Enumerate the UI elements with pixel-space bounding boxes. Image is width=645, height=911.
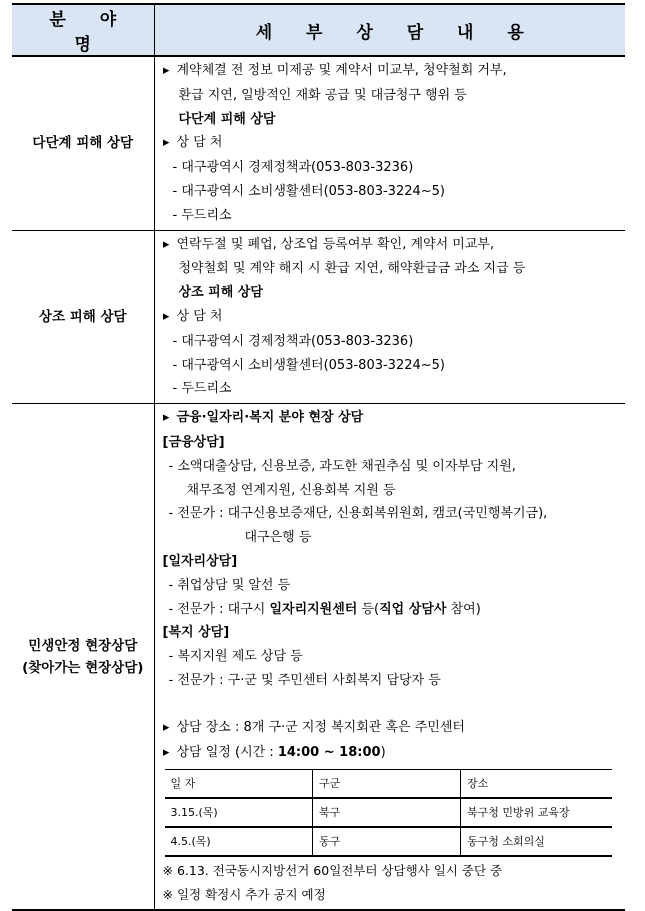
schedule-cell: 북구 [313,798,461,827]
details-multilevel [154,56,625,230]
bullet-triangle-icon: ▶ [162,311,170,322]
category-line: 민생안정 현장상담 [28,637,138,654]
contact-item: - 대구광역시 소비생활센터(053-803-3224~5) [172,357,445,373]
text: 청약철회 및 계약 해지 시 환급 지연, 해약환급금 과소 지급 등 [178,261,526,277]
category-multilevel: 다단계 피해 상담 [12,56,154,230]
contact-item: - 대구광역시 경제정책과(053-803-3236) [172,160,414,176]
welfare-item: - 전문가 : 구·군 및 주민센터 사회복지 담당자 등 [168,672,441,688]
bold-text: 직업 상담사 [379,601,447,617]
jobs-item [163,598,622,622]
text: 환급 지연, 일방적인 재화 공급 및 대금청구 행위 등 [178,87,467,103]
category-line: (찾아가는 현장상담) [22,659,144,676]
bullet-triangle-icon: ▶ [162,66,170,76]
place-text: 상담 장소 : 8개 구·군 지정 복지회관 혹은 주민센터 [176,719,465,735]
note: ※ 일정 확정시 추가 공지 예정 [162,887,326,903]
finance-item: 채무조정 연계지원, 신용회복 지원 등 [186,482,396,498]
text: 연락두절 및 폐업, 상조업 등록여부 확인, 계약서 미교부, [176,236,495,252]
bold-text: 일자리지원센터 [269,601,358,617]
contact-item: - 두드리소 [172,381,232,397]
text: 계약체결 전 정보 미제공 및 계약서 미교부, 청약철회 거부, [176,63,507,78]
details-funeral [154,230,625,404]
text: 참여) [446,601,481,617]
jobs-item: - 취업상담 및 알선 등 [168,577,291,593]
bullet-triangle-icon: ▶ [162,239,170,250]
schedule-row [165,798,612,827]
schedule-text: ) [380,744,386,760]
schedule-header-cell: 구군 [313,770,461,799]
schedule-cell: 3.15.(목) [165,798,313,827]
welfare-item: - 복지지원 제도 상담 등 [168,649,303,665]
details-field-consult [154,404,625,910]
text: 등( [357,601,380,617]
finance-item: - 소액대출상담, 신용보증, 과도한 채권추심 및 이자부담 지원, [168,458,516,474]
welfare-heading: [복지 상담] [162,625,230,641]
schedule-cell: 동구청 소회의실 [461,827,612,856]
bullet-triangle-icon: ▶ [162,138,170,149]
contact-title: 상 담 처 [176,135,223,151]
schedule-time: 14:00 ~ 18:00 [277,744,381,760]
schedule-header-row [165,770,612,799]
bullet-triangle-icon: ▶ [162,413,170,424]
row-field-consult [12,404,625,910]
bold-label: 다단계 피해 상담 [178,111,276,127]
note: ※ 6.13. 전국동시지방선거 60일전부터 상담행사 일시 중단 중 [162,863,503,879]
contact-title: 상 담 처 [176,308,223,324]
row-multilevel [12,56,625,230]
schedule-table [165,769,612,857]
row-funeral [12,230,625,404]
jobs-heading: [일자리상담] [162,553,238,569]
schedule-row [165,827,612,856]
category-field-consult [12,404,154,910]
header-category: 분 야 명 [12,4,154,56]
bold-label: 상조 피해 상담 [178,285,263,301]
schedule-cell: 동구 [313,827,461,856]
schedule-header-cell: 장소 [461,770,612,799]
section-title: 금융·일자리·복지 분야 현장 상담 [176,410,364,426]
contact-item: - 대구광역시 소비생활센터(053-803-3224~5) [172,183,445,199]
header-details: 세 부 상 담 내 용 [154,4,625,56]
finance-heading: [금융상담] [162,434,225,450]
spacer [163,693,622,716]
schedule-cell: 북구청 민방위 교육장 [461,798,612,827]
consultation-table [12,3,625,911]
contact-item: - 두드리소 [172,207,232,223]
finance-item: - 전문가 : 대구신용보증재단, 신용회복위원회, 캠코(국민행복기금), [168,506,548,522]
category-funeral: 상조 피해 상담 [12,230,154,404]
schedule-text: 상담 일정 (시간 : [176,744,278,760]
contact-item: - 대구광역시 경제정책과(053-803-3236) [172,333,414,349]
bullet-triangle-icon: ▶ [162,747,170,758]
schedule-cell: 4.5.(목) [165,827,313,856]
finance-item: 대구은행 등 [244,530,312,546]
text: - 전문가 : 대구시 [168,601,270,617]
schedule-header-cell: 일 자 [165,770,313,799]
header-row [12,4,625,56]
consultation-document [12,3,625,911]
bullet-triangle-icon: ▶ [162,722,170,733]
